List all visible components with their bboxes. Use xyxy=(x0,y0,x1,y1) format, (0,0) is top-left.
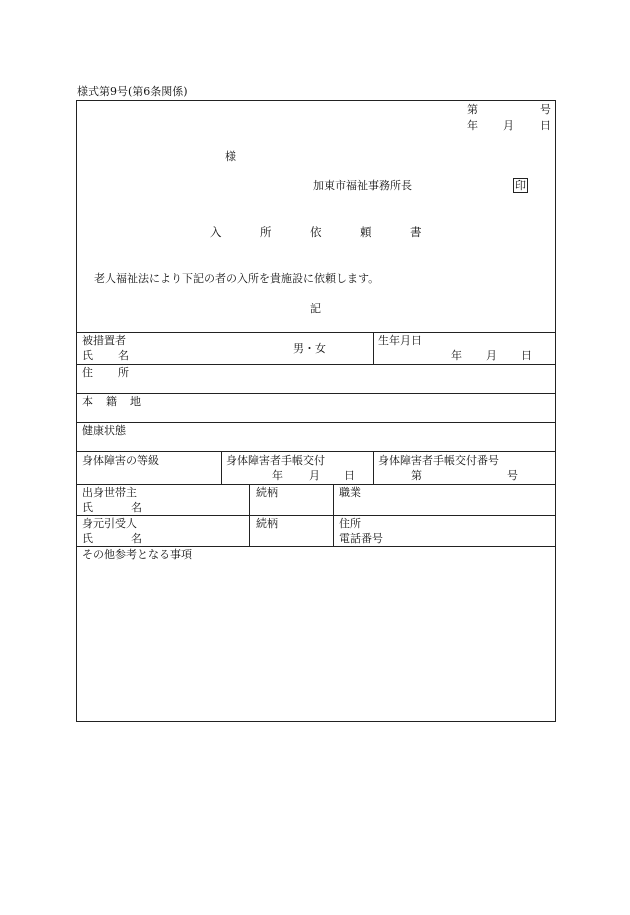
other-notes-label: その他参考となる事項 xyxy=(82,548,192,561)
honseki-label-a: 本 xyxy=(82,395,93,408)
relation-label-1: 続柄 xyxy=(256,486,278,499)
rule-6 xyxy=(76,484,556,485)
rule-2 xyxy=(76,364,556,365)
handbook-year: 年 xyxy=(272,469,283,482)
title-char-2: 所 xyxy=(260,225,272,239)
title-char-1: 入 xyxy=(210,225,222,239)
handbook-no-suffix: 号 xyxy=(507,469,518,482)
guarantor-label: 身元引受人 xyxy=(82,517,137,530)
handbook-day: 日 xyxy=(344,469,355,482)
col-rule-occupation xyxy=(333,484,334,546)
birth-label: 生年月日 xyxy=(378,334,422,347)
handbook-no-label: 身体障害者手帳交付番号 xyxy=(378,454,499,467)
date-month: 月 xyxy=(503,119,514,132)
health-label: 健康状態 xyxy=(82,424,126,437)
col-rule-handbook-date xyxy=(221,451,222,484)
date-day: 日 xyxy=(540,119,551,132)
col-rule-handbook-no xyxy=(373,451,374,484)
title-char-5: 書 xyxy=(410,225,422,239)
birth-month: 月 xyxy=(486,349,497,362)
ki-label: 記 xyxy=(310,302,321,315)
rule-8 xyxy=(76,546,556,547)
household-head-label: 出身世帯主 xyxy=(82,486,137,499)
rule-1 xyxy=(76,332,556,333)
title-char-4: 頼 xyxy=(360,225,372,239)
subject-label: 被措置者 xyxy=(82,334,126,347)
form-caption: 様式第9号(第6条関係) xyxy=(77,85,188,98)
seal-mark: 印 xyxy=(515,179,526,192)
birth-year: 年 xyxy=(451,349,462,362)
honseki-label-c: 地 xyxy=(130,395,141,408)
phone-label: 電話番号 xyxy=(339,532,383,545)
rule-3 xyxy=(76,393,556,394)
household-name-a: 氏 xyxy=(82,501,93,514)
date-year: 年 xyxy=(467,119,478,132)
relation-label-2: 続柄 xyxy=(256,517,278,530)
number-prefix: 第 xyxy=(467,103,478,116)
handbook-month: 月 xyxy=(309,469,320,482)
guarantor-name-b: 名 xyxy=(131,532,142,545)
title-char-3: 依 xyxy=(310,225,322,239)
guarantor-name-a: 氏 xyxy=(82,532,93,545)
birth-day: 日 xyxy=(521,349,532,362)
occupation-label: 職業 xyxy=(339,486,361,499)
form-frame xyxy=(76,100,556,722)
address-label-a: 住 xyxy=(82,366,93,379)
rule-5 xyxy=(76,451,556,452)
disability-grade-label: 身体障害の等級 xyxy=(82,454,159,467)
col-rule-birth xyxy=(373,332,374,364)
household-name-b: 名 xyxy=(131,501,142,514)
address-label-b: 所 xyxy=(118,366,129,379)
honseki-label-b: 籍 xyxy=(106,395,117,408)
body-text: 老人福祉法により下記の者の入所を貴施設に依頼します。 xyxy=(94,272,380,285)
rule-4 xyxy=(76,422,556,423)
guarantor-address-label: 住所 xyxy=(339,517,361,530)
subject-name-b: 名 xyxy=(118,349,129,362)
col-rule-relation xyxy=(249,484,250,546)
issuer-name: 加東市福祉事務所長 xyxy=(313,179,412,192)
addressee-suffix: 様 xyxy=(225,150,236,163)
rule-7 xyxy=(76,515,556,516)
handbook-no-prefix: 第 xyxy=(411,469,422,482)
handbook-date-label: 身体障害者手帳交付 xyxy=(226,454,325,467)
sex-field: 男・女 xyxy=(293,342,326,355)
number-suffix: 号 xyxy=(540,103,551,116)
subject-name-a: 氏 xyxy=(82,349,93,362)
